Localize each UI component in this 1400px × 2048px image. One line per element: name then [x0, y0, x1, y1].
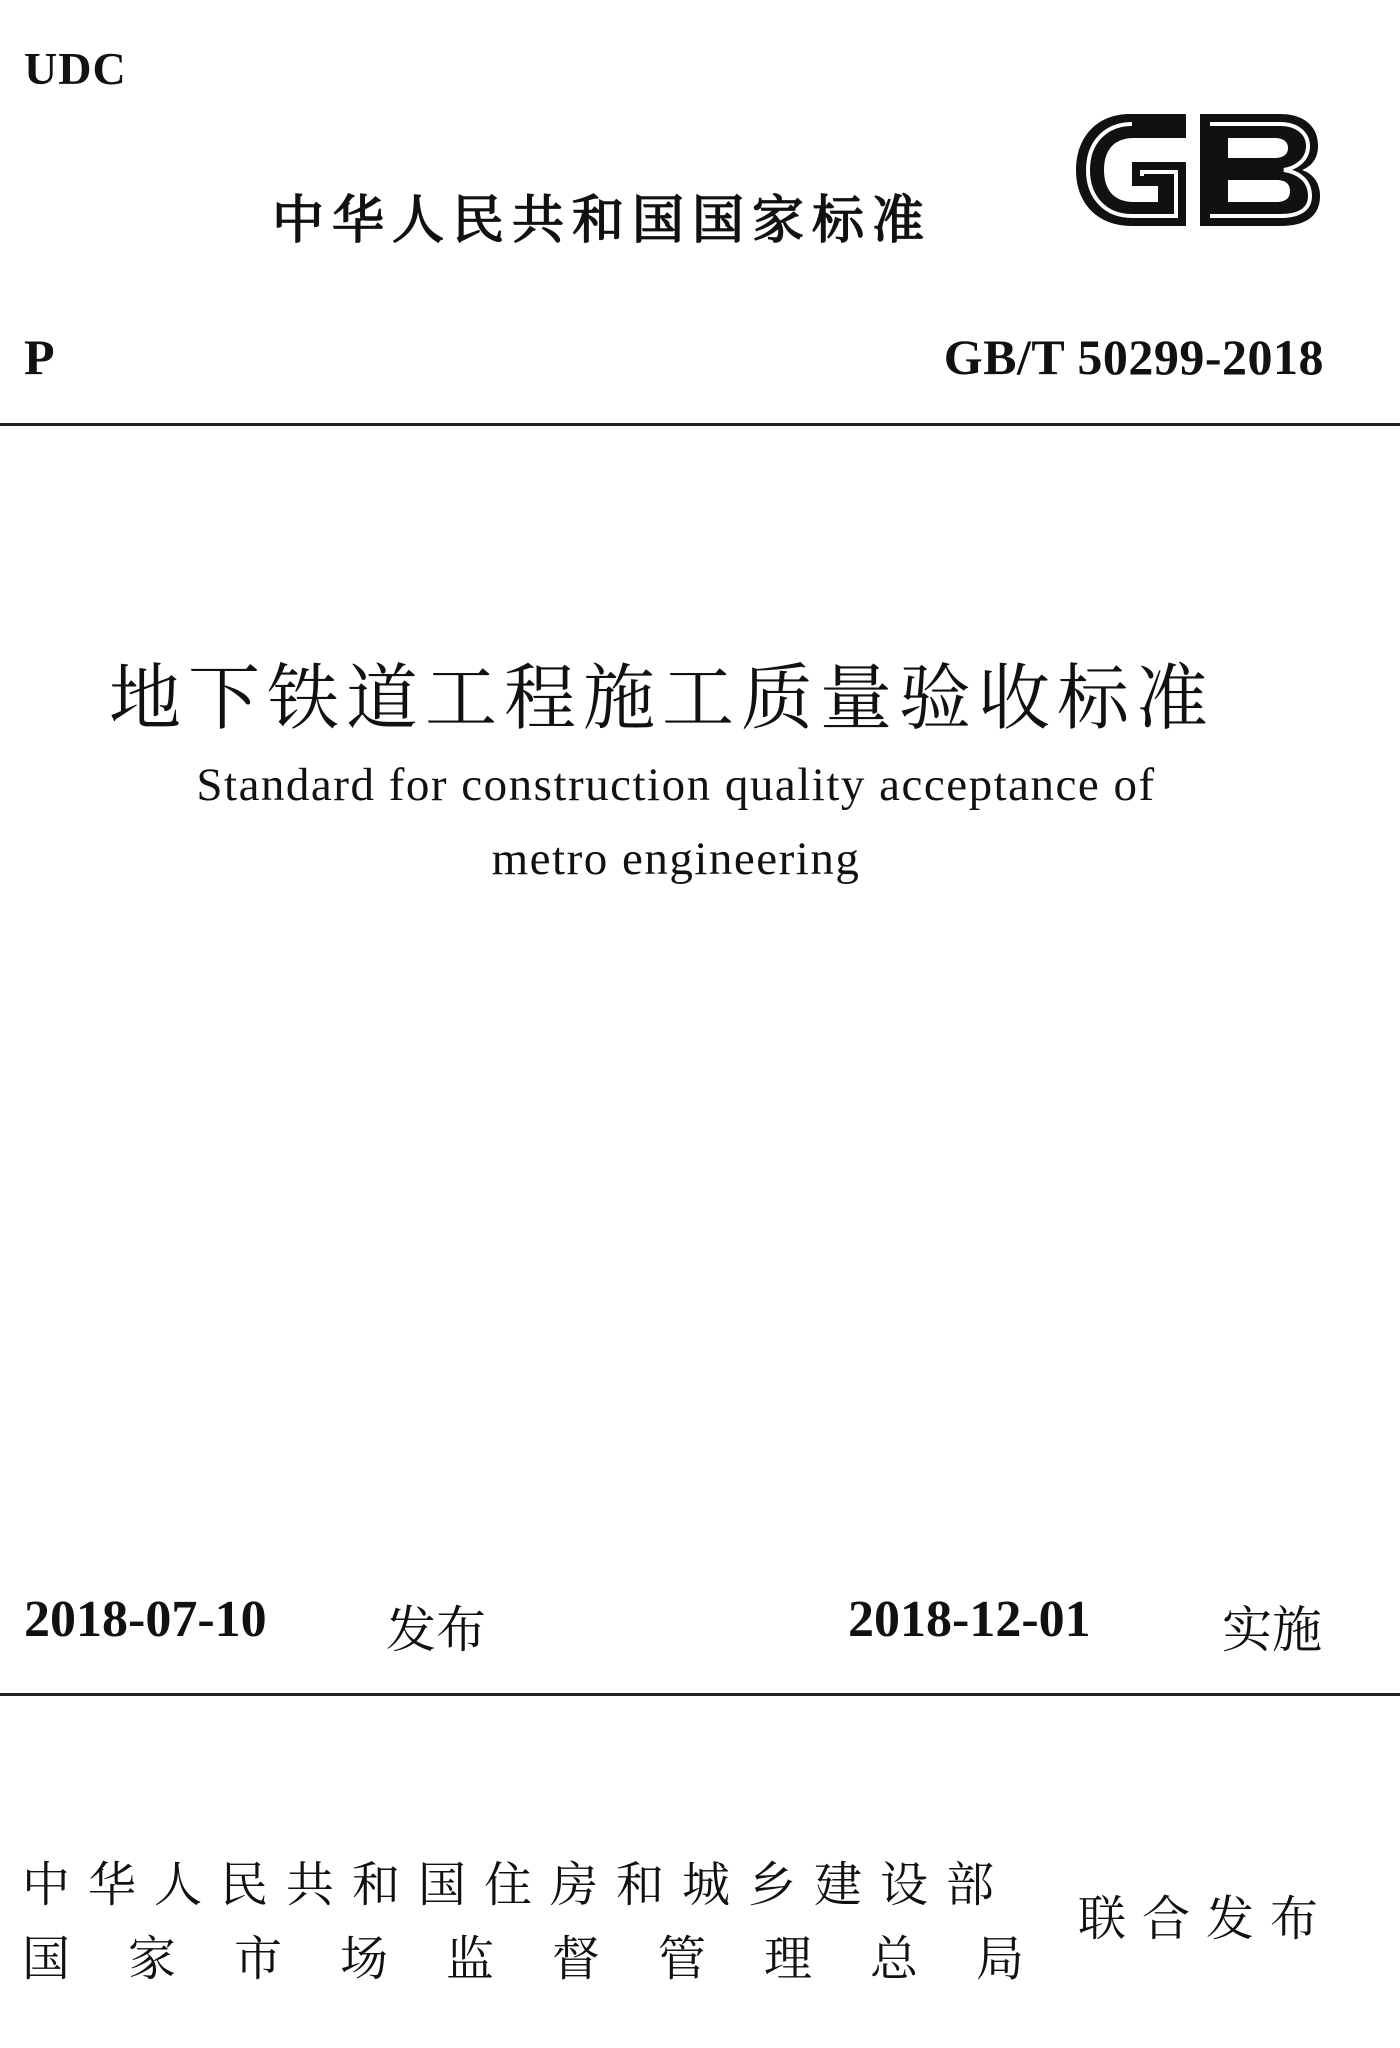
category-code: P [24, 329, 55, 385]
publisher-administration: 国家市场监督管理总局 [22, 1931, 1083, 1987]
implementation-label: 实施 [1222, 1601, 1322, 1659]
joint-publication-label: 联合发布 [1078, 1891, 1335, 1947]
top-divider [0, 423, 1400, 426]
bottom-divider [0, 1693, 1400, 1696]
national-standard-heading: 中华人民共和国国家标准 [272, 191, 933, 251]
udc-label: UDC [24, 43, 127, 94]
standard-number: GB/T 50299-2018 [943, 329, 1324, 385]
implementation-date: 2018-12-01 [848, 1591, 1091, 1648]
english-title-line-1: Standard for construction quality acceptance of [196, 759, 1156, 811]
gb-logo-icon [1068, 104, 1326, 236]
issue-label: 发布 [386, 1601, 486, 1659]
issue-date: 2018-07-10 [24, 1591, 267, 1648]
chinese-title: 地下铁道工程施工质量验收标准 [108, 656, 1215, 740]
publisher-ministry: 中华人民共和国住房和城乡建设部 [22, 1857, 1013, 1913]
english-title-line-2: metro engineering [491, 833, 861, 885]
